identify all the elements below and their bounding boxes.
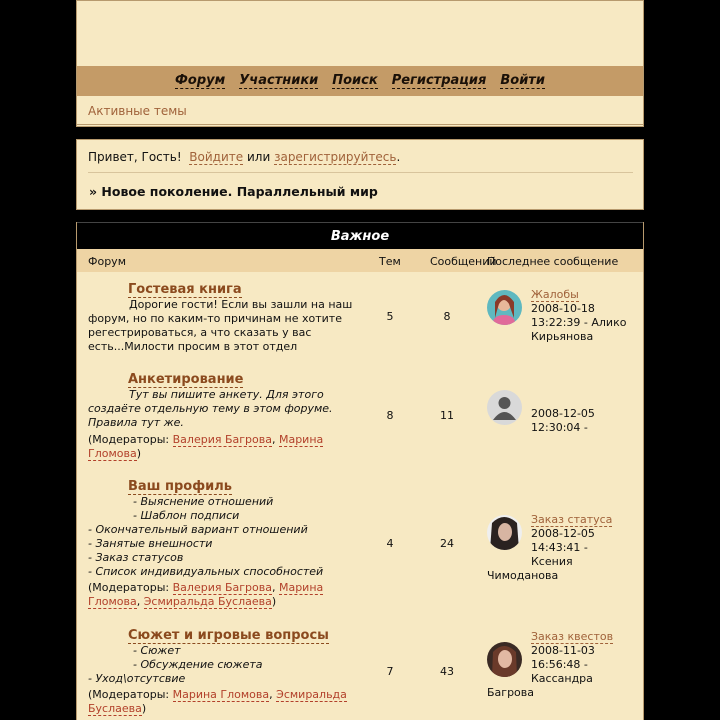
topic-count: 5 — [386, 310, 394, 323]
last-post-date: 2008-12-05 — [531, 407, 595, 420]
greeting-panel — [76, 139, 644, 210]
moderator-link[interactable]: Валерия Багрова — [172, 581, 272, 594]
last-post-time: 13:22:39 - Алико — [531, 316, 627, 329]
moderators: (Модераторы: Валерия Багрова, Марина Гломова, Эсмиральда Буслаева) — [88, 581, 324, 608]
subforum-line: - Уход\отсутсвие — [88, 672, 186, 685]
subforum-line: - Шаблон подписи — [133, 509, 240, 522]
col-last: Последнее сообщение — [487, 255, 619, 268]
last-post — [531, 513, 681, 569]
divider — [88, 172, 633, 173]
nav-members[interactable]: Участники — [239, 73, 319, 88]
forum-subforums — [88, 495, 358, 579]
forum-title[interactable]: Гостевая книга — [128, 282, 242, 297]
moderator-link[interactable]: Марина Гломова — [88, 581, 324, 608]
col-topics: Тем — [379, 255, 401, 268]
col-forum: Форум — [88, 255, 126, 268]
post-count: 24 — [440, 537, 454, 550]
category-title: Важное — [77, 222, 643, 250]
column-header — [77, 249, 643, 272]
forum-title[interactable]: Ваш профиль — [128, 479, 232, 494]
default-avatar-icon — [487, 390, 522, 425]
last-post-date: 2008-12-05 — [531, 527, 595, 540]
topic-count: 7 — [386, 665, 394, 678]
nav-login[interactable]: Войти — [500, 73, 545, 88]
breadcrumb: » Новое поколение. Параллельный мир — [89, 184, 378, 199]
forum-description: Тут вы пишите анкету. Для этого создаёте отдельную тему в этом форуме. Правила тут же. — [88, 388, 333, 429]
subforum-line: - Окончательный вариант отношений — [88, 523, 308, 536]
greeting-hello: Привет, Гость! — [88, 150, 182, 164]
nav-search[interactable]: Поиск — [332, 73, 378, 88]
col-posts: Сообщений — [430, 255, 497, 268]
last-post-time: 14:43:41 - — [531, 541, 588, 554]
forum-title[interactable]: Сюжет и игровые вопросы — [128, 628, 329, 643]
topic-count: 4 — [386, 537, 394, 550]
last-post-date: 2008-11-03 — [531, 644, 595, 657]
last-post-author: Ксения — [531, 555, 573, 568]
main-nav — [77, 66, 643, 96]
forum-row — [77, 628, 643, 720]
last-post-author: Кассандра — [531, 672, 593, 685]
avatar — [487, 290, 522, 325]
forum-subforums — [88, 644, 358, 686]
last-post-link[interactable]: Заказ квестов — [531, 630, 614, 643]
last-post-date: 2008-10-18 — [531, 302, 595, 315]
nav-register[interactable]: Регистрация — [391, 73, 487, 88]
last-post-time: 12:30:04 - — [531, 421, 588, 434]
post-count: 43 — [440, 665, 454, 678]
moderators-label: (Модераторы: — [88, 433, 170, 446]
post-count: 8 — [443, 310, 451, 323]
last-post — [531, 288, 681, 344]
forum-category — [76, 222, 644, 720]
last-post-author-cont: Багрова — [487, 686, 535, 699]
forum-description: Дорогие гости! Если вы зашли на наш форум, но по каким-то причинам не хотите регестрироваться, а что сказать у вас есть...Милости просим в этот отдел — [88, 298, 353, 353]
moderator-link[interactable]: Валерия Багрова — [172, 433, 272, 446]
greeting-text — [88, 150, 400, 164]
last-post-link[interactable]: Заказ статуса — [531, 513, 613, 526]
register-link[interactable]: зарегистрируйтесь — [274, 150, 397, 164]
subforum-line: - Выяснение отношений — [133, 495, 274, 508]
site-header — [76, 0, 644, 127]
last-post-author-cont: Чимоданова — [487, 569, 559, 582]
greeting-end: . — [396, 150, 401, 164]
avatar — [487, 642, 522, 677]
moderators: (Модераторы: Марина Гломова, Эсмиральда Буслаева) — [88, 688, 347, 715]
forum-row — [77, 479, 643, 614]
subforum-line: - Обсуждение сюжета — [133, 658, 263, 671]
nav-forum[interactable]: Форум — [175, 73, 226, 88]
last-post-time: 16:56:48 - — [531, 658, 588, 671]
moderators-label: (Модераторы: — [88, 688, 170, 701]
moderator-link[interactable]: Марина Гломова — [88, 433, 324, 460]
subforum-line: - Занятые внешности — [88, 537, 213, 550]
moderator-link[interactable]: Эсмиральда Буслаева — [143, 595, 272, 608]
forum-title[interactable]: Анкетирование — [128, 372, 244, 387]
forum-row — [77, 372, 643, 464]
subforum-line: - Список индивидуальных способностей — [88, 565, 324, 578]
avatar — [487, 515, 522, 550]
moderator-link[interactable]: Эсмиральда Буслаева — [88, 688, 347, 715]
forum-row — [77, 282, 643, 364]
moderators-label: (Модераторы: — [88, 581, 170, 594]
post-count: 11 — [440, 409, 454, 422]
subforum-line: - Сюжет — [133, 644, 181, 657]
login-link[interactable]: Войдите — [189, 150, 244, 164]
divider — [77, 124, 643, 125]
greeting-or: или — [246, 150, 271, 164]
last-post — [531, 407, 681, 435]
active-topics-link[interactable]: Активные темы — [88, 104, 187, 118]
topic-count: 8 — [386, 409, 394, 422]
moderator-link[interactable]: Марина Гломова — [172, 688, 270, 701]
moderators: (Модераторы: Валерия Багрова, Марина Гломова) — [88, 433, 324, 460]
last-post-author: Кирьянова — [531, 330, 594, 343]
last-post — [531, 630, 681, 686]
subforum-line: - Заказ статусов — [88, 551, 184, 564]
last-post-link[interactable]: Жалобы — [531, 288, 579, 301]
